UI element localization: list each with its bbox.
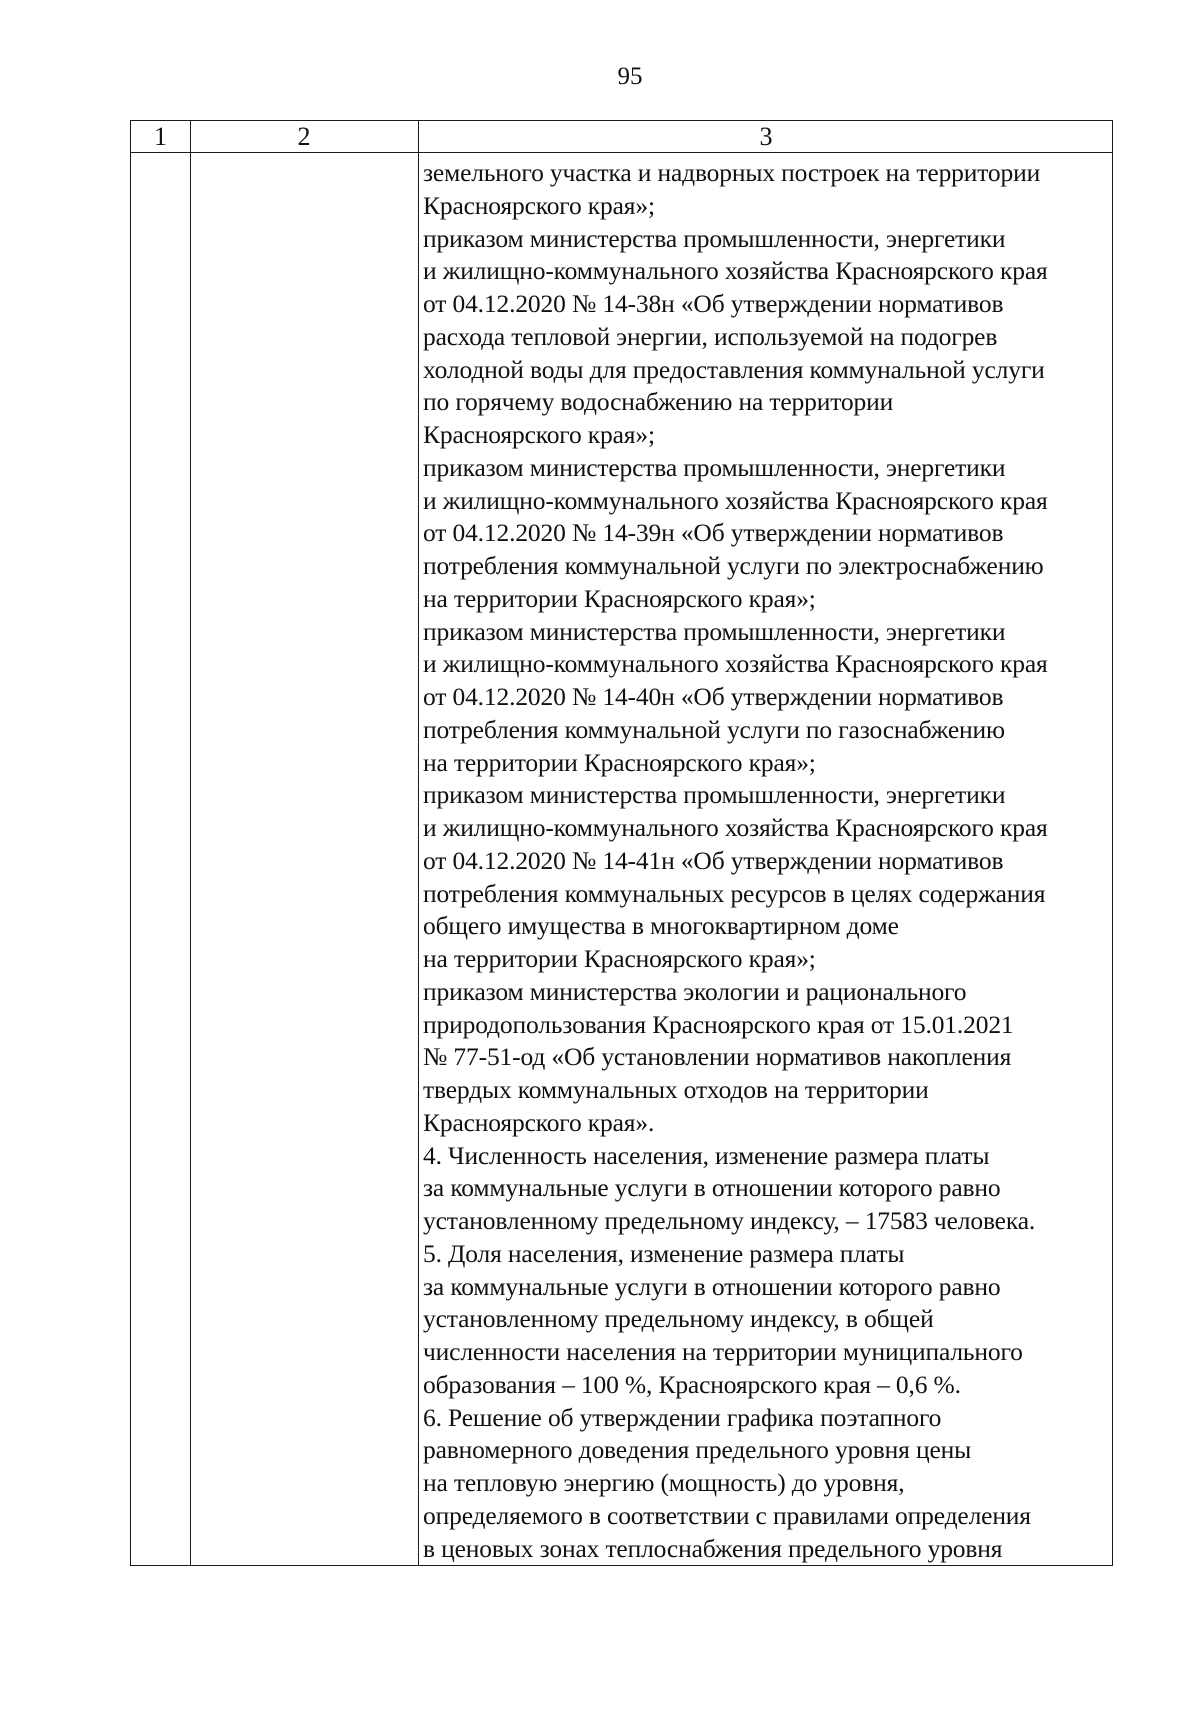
text-line: потребления коммунальной услуги по газоснабжению [423,714,1005,744]
text-line: установленному предельному индексу, – 17583 человека. [423,1206,1036,1235]
text-line: от 04.12.2020 № 14-40н «Об утверждении нормативов [423,682,1004,711]
text-line: образования – 100 %, Красноярского края – 0,6 %. [423,1369,961,1399]
text-line: потребления коммунальных ресурсов в целях содержания [423,878,1046,908]
text-line: приказом министерства промышленности, энергетики [423,780,1006,810]
text-line: приказом министерства экологии и рационального [423,976,967,1006]
column-header-1: 1 [154,122,167,151]
text-line: определяемого в соответствии с правилами определения [423,1500,1031,1530]
column-divider-1 [190,121,191,1565]
text-line: на территории Красноярского края»; [423,747,816,777]
column-divider-2 [418,121,419,1565]
text-line: 4. Численность населения, изменение размера платы [423,1140,990,1170]
text-line: равномерного доведения предельного уровня цены [423,1435,972,1465]
text-line: приказом министерства промышленности, энергетики [423,616,1006,646]
column-3-text [423,157,1113,1565]
text-line: холодной воды для предоставления коммунальной услуги [423,354,1045,384]
text-line: твердых коммунальных отходов на территории [423,1075,929,1104]
text-line: природопользования Красноярского края от 15.01.2021 [423,1009,1014,1039]
text-line: Красноярского края»; [423,420,655,449]
text-line: в ценовых зонах теплоснабжения предельного уровня [423,1533,1003,1563]
text-line: Красноярского края»; [423,190,655,220]
text-line: установленному предельному индексу, в общей [423,1304,934,1334]
text-line: и жилищно-коммунального хозяйства Красноярского края [423,813,1048,842]
column-header-3: 3 [759,122,773,151]
text-line: на территории Красноярского края»; [423,583,816,613]
text-line: от 04.12.2020 № 14-41н «Об утверждении нормативов [423,845,1004,875]
text-line: на территории Красноярского края»; [423,944,816,973]
text-line: за коммунальные услуги в отношении которого равно [423,1271,1001,1301]
page-number: 95 [617,63,643,90]
text-line: потребления коммунальной услуги по электроснабжению [423,551,1044,580]
text-line: от 04.12.2020 № 14-38н «Об утверждении нормативов [423,289,1004,318]
text-line: от 04.12.2020 № 14-39н «Об утверждении нормативов [423,518,1004,548]
header-divider [131,152,1112,153]
text-line: численности населения на территории муниципального [423,1337,1023,1366]
text-line: 6. Решение об утверждении графика поэтапного [423,1402,942,1432]
text-line: и жилищно-коммунального хозяйства Красноярского края [423,649,1048,679]
text-line: и жилищно-коммунального хозяйства Красноярского края [423,256,1048,286]
text-line: приказом министерства промышленности, энергетики [423,452,1006,482]
text-line: 5. Доля населения, изменение размера платы [423,1238,905,1268]
text-line: общего имущества в многоквартирном доме [423,911,899,941]
text-line: за коммунальные услуги в отношении которого равно [423,1173,1001,1203]
column-header-2: 2 [297,122,311,151]
text-line: приказом министерства промышленности, энергетики [423,223,1006,253]
document-table [130,120,1113,1566]
text-line: на тепловую энергию (мощность) до уровня, [423,1468,905,1497]
text-line: и жилищно-коммунального хозяйства Красноярского края [423,485,1048,515]
text-line: земельного участка и надворных построек на территории [423,158,1041,187]
text-line: по горячему водоснабжению на территории [423,387,894,417]
text-line: Красноярского края». [423,1107,655,1137]
text-line: № 77-51-од «Об установлении нормативов накопления [423,1042,1012,1072]
text-line: расхода тепловой энергии, используемой на подогрев [423,321,998,351]
